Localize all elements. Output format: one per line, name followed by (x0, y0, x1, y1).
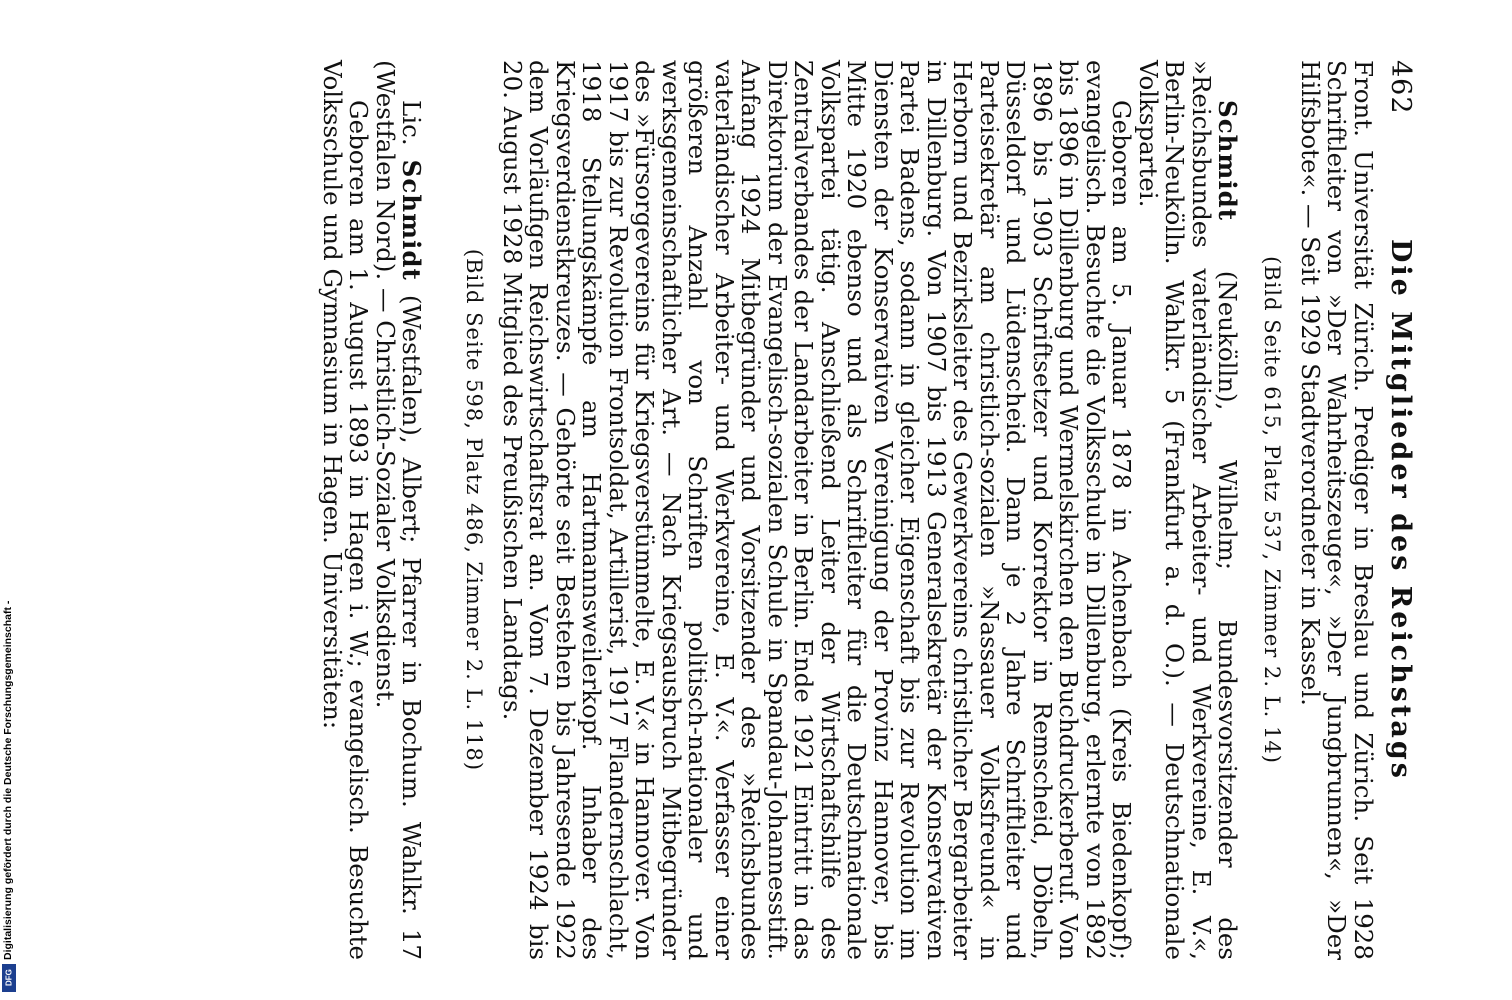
entry-2-name: Schmidt (1213, 100, 1243, 222)
entry-2-header-text: (Neukölln), Wilhelm; Bundesvorsitzender des »Reichsbundes vaterländischer Arbeiter- und Werkvereine, E. V.«, Berlin-Neukölln. Wahlkr. 5 (Frankfurt a. d. O.). — Deutschnationale Volkspartei. (1134, 60, 1243, 960)
dfg-logo: DFG (2, 964, 16, 992)
spacer (425, 60, 443, 960)
entry-2-header (1135, 60, 1241, 960)
page-content (110, 60, 1416, 960)
entry-1-continuation: Front. Universität Zürich. Prediger in Breslau und Zürich. Seit 1928 Schriftleiter von »Der Wahrheitszeuge«, »Der Jungbrunnen«, »Der Hilfsbote«. — Seit 1929 Stadtverordneter in Kassel. (1296, 60, 1378, 960)
entry-3-body: Geboren am 1. August 1893 in Hagen i. W.; evangelisch. Besuchte Volksschule und Gymnasium in Hagen. Universitäten: (318, 60, 374, 960)
running-head: Die Mitglieder des Reichstags (1385, 239, 1416, 781)
page-number: 462 (1385, 60, 1416, 115)
dfg-footer (2, 600, 18, 995)
document-page (90, 0, 1442, 1000)
entry-2-body: Geboren am 5. Januar 1878 in Achenbach (Kreis Biedenkopf); evangelisch. Besuchte die Volksschule in Dillenburg, erlernte von 1892 bis 1896 in Dillenburg und Wermelskirchen den Buchdruckerberuf. Von 1896 bis 1903 Schriftsetzer und Korrektor in Remscheid, Döbeln, Düsseldorf und Lüdenscheid. Dann je 2 Jahre Schriftleiter und Parteisekretär am christlich-sozialen »Nassauer Volksfreund« in Herborn und Bezirksleiter des Gewerkvereins christlicher Bergarbeiter in Dillenburg. Von 1907 bis 1913 Generalsekretär der Konservativen Partei Badens, sodann in gleicher Eigenschaft bis zur Revolution im Diensten der Konservativen Vereinigung der Provinz Hannover, bis Mitte 1920 ebenso und als Schriftleiter für die Deutschnationale Volkspartei tätig. Anschließend Leiter der Wirtschaftshilfe des Zentralverbandes der Landarbeiter in Berlin. Ende 1921 Eintritt in das Direktorium der Evangelisch-sozialen Schule in Spandau-Johannesstift. Anfang 1924 Mitbegründer und Vorsitzender des »Reichsbundes vaterländischer Arbeiter- und Werkvereine, E. V.«. Verfasser einer größeren Anzahl von Schriften politisch-nationaler und werksgemeinschaftlicher Art. — Nach Kriegsausbruch Mitbegründer des »Fürsorgevereins für Kriegsverstümmelte, E. V.« in Hannover. Von 1917 bis zur Revolution Frontsoldat, Artillerist, 1917 Flandernschlacht, 1918 Stellungskämpfe am Hartmannsweilerkopf. Inhaber des Kriegsverdienstkreuzes. — Gehörte seit Bestehen bis Jahresende 1922 dem Vorläufigen Reichswirtschaftsrat an. Vom 7. Dezember 1924 bis 20. August 1928 Mitglied des Preußischen Landtags. (498, 60, 1137, 960)
entry-3-prefix: Lic. (397, 100, 427, 160)
entry-3-header (372, 60, 425, 960)
entry-2-caption: (Bild Seite 598, Platz 486, Zimmer 2. L. 118) (462, 248, 487, 772)
page-header (1376, 60, 1416, 960)
entry-1-caption: (Bild Seite 615, Platz 537, Zimmer 2. L. 14) (1260, 256, 1285, 764)
entry-3-name: Schmidt (397, 159, 427, 281)
dfg-credit-text: Digitalisierung gefördert durch die Deutsche Forschungsgemeinschaft - (2, 600, 14, 960)
entry-3-header-text: (Westfalen), Albert; Pfarrer in Bochum. Wahlkr. 17 (Westfalen Nord). — Christlich-Sozialer Volksdienst. (371, 60, 427, 960)
